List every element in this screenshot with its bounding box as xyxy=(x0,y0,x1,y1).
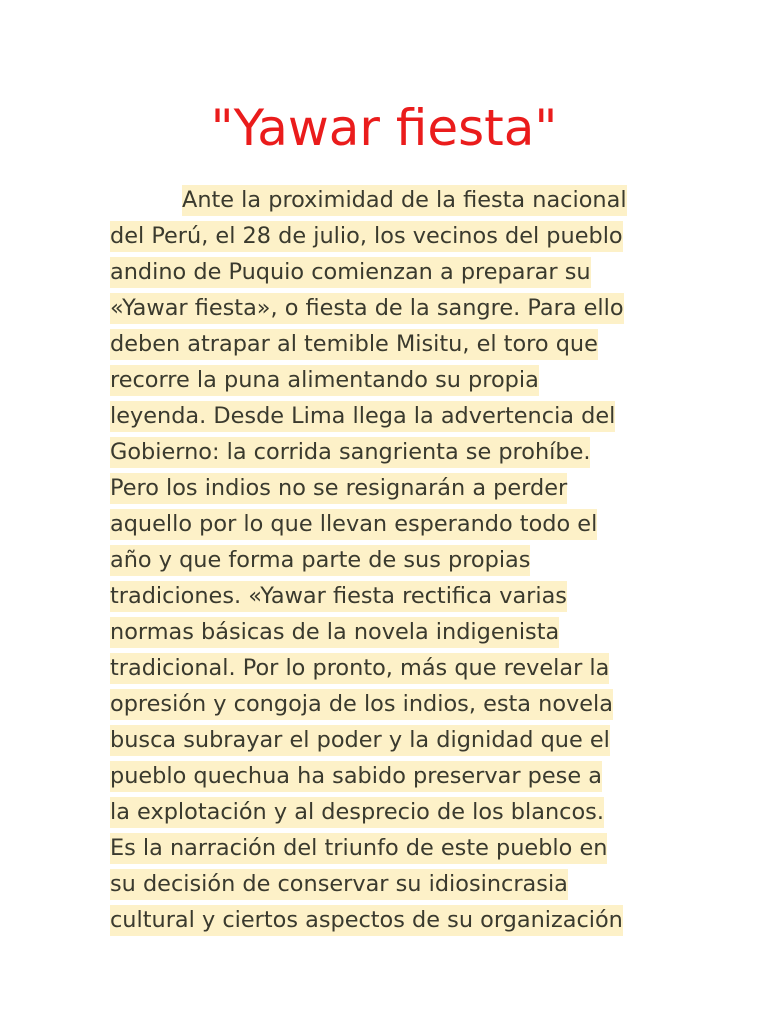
highlighted-text: año y que forma parte de sus propias xyxy=(110,545,530,576)
paragraph-line xyxy=(110,830,670,866)
page-title: "Yawar fiesta" xyxy=(210,99,558,157)
highlighted-text: deben atrapar al temible Misitu, el toro que xyxy=(110,329,598,360)
highlighted-text: aquello por lo que llevan esperando todo el xyxy=(110,509,597,540)
highlighted-text: busca subrayar el poder y la dignidad que el xyxy=(110,725,610,756)
paragraph-line xyxy=(110,326,670,362)
paragraph-line xyxy=(110,902,670,938)
highlighted-text: andino de Puquio comienzan a preparar su xyxy=(110,257,591,288)
paragraph-line xyxy=(110,470,670,506)
highlighted-text: tradicional. Por lo pronto, más que revelar la xyxy=(110,653,609,684)
highlighted-text: Gobierno: la corrida sangrienta se prohíbe. xyxy=(110,437,590,468)
body-paragraph xyxy=(110,182,670,938)
paragraph-line xyxy=(110,362,670,398)
paragraph-line xyxy=(110,686,670,722)
paragraph-line xyxy=(110,722,670,758)
highlighted-text: del Perú, el 28 de julio, los vecinos del pueblo xyxy=(110,221,623,252)
paragraph-line xyxy=(110,794,670,830)
paragraph-line xyxy=(110,506,670,542)
paragraph-line xyxy=(110,182,670,218)
highlighted-text: Ante la proximidad de la fiesta nacional xyxy=(182,185,627,216)
highlighted-text: tradiciones. «Yawar fiesta rectifica varias xyxy=(110,581,567,612)
highlighted-text: cultural y ciertos aspectos de su organización xyxy=(110,905,623,936)
paragraph-line xyxy=(110,614,670,650)
highlighted-text: opresión y congoja de los indios, esta novela xyxy=(110,689,613,720)
highlighted-text: leyenda. Desde Lima llega la advertencia del xyxy=(110,401,615,432)
paragraph-line xyxy=(110,650,670,686)
paragraph-line xyxy=(110,254,670,290)
paragraph-line xyxy=(110,866,670,902)
highlighted-text: «Yawar fiesta», o fiesta de la sangre. Para ello xyxy=(110,293,624,324)
highlighted-text: Es la narración del triunfo de este pueblo en xyxy=(110,833,607,864)
highlighted-text: recorre la puna alimentando su propia xyxy=(110,365,539,396)
paragraph-line xyxy=(110,218,670,254)
paragraph-line xyxy=(110,290,670,326)
highlighted-text: la explotación y al desprecio de los blancos. xyxy=(110,797,604,828)
highlighted-text: su decisión de conservar su idiosincrasia xyxy=(110,869,568,900)
paragraph-line xyxy=(110,578,670,614)
highlighted-text: normas básicas de la novela indigenista xyxy=(110,617,559,648)
paragraph-line xyxy=(110,542,670,578)
paragraph-line xyxy=(110,758,670,794)
highlighted-text: pueblo quechua ha sabido preservar pese a xyxy=(110,761,602,792)
paragraph-line xyxy=(110,398,670,434)
highlighted-text: Pero los indios no se resignarán a perder xyxy=(110,473,567,504)
paragraph-line xyxy=(110,434,670,470)
